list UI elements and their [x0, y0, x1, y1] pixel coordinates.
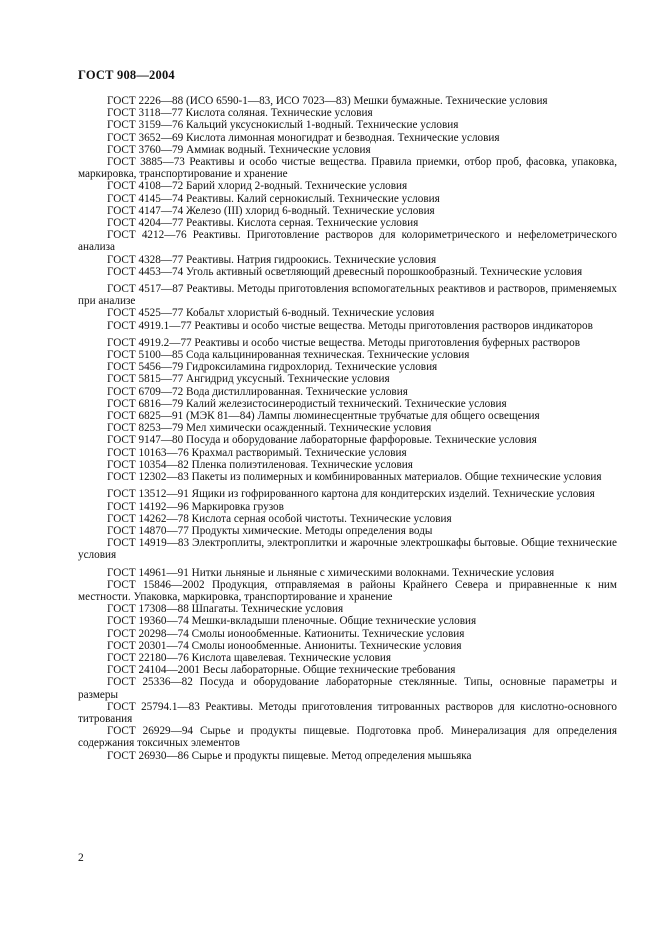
reference-entry: ГОСТ 5100—85 Сода кальцинированная техническая. Технические условия	[107, 349, 470, 362]
page-number: 2	[78, 852, 84, 864]
reference-entry: ГОСТ 3118—77 Кислота соляная. Технические условия	[107, 107, 373, 120]
reference-entry: ГОСТ 5815—77 Ангидрид уксусный. Технические условия	[107, 373, 390, 386]
reference-entry: ГОСТ 6709—72 Вода дистиллированная. Технические условия	[107, 385, 408, 398]
reference-entry: ГОСТ 3159—76 Кальций уксуснокислый 1-водный. Технические условия	[107, 119, 459, 132]
reference-entry: ГОСТ 26930—86 Сырье и продукты пищевые. Метод определения мышьяка	[107, 749, 472, 762]
reference-entry: ГОСТ 12302—83 Пакеты из полимерных и комбинированных материалов. Общие технические условия	[107, 471, 602, 484]
reference-entry: ГОСТ 13512—91 Ящики из гофрированного картона для кондитерских изделий. Технические условия	[107, 488, 595, 501]
reference-entry: ГОСТ 4517—87 Реактивы. Методы приготовления вспомогательных реактивов и растворов, применяемых при анализе	[78, 283, 617, 308]
reference-entry: ГОСТ 6816—79 Калий железистосинеродистый технический. Технические условия	[107, 397, 507, 410]
reference-entry: ГОСТ 5456—79 Гидроксиламина гидрохлорид. Технические условия	[107, 361, 438, 374]
reference-entry: ГОСТ 25794.1—83 Реактивы. Методы приготовления титрованных растворов для кислотно-основного титрования	[78, 700, 617, 725]
reference-entry: ГОСТ 3652—69 Кислота лимонная моногидрат и безводная. Технические условия	[107, 131, 500, 144]
reference-entry: ГОСТ 26929—94 Сырье и продукты пищевые. Подготовка проб. Минерализация для определения содержания токсичных элементов	[78, 725, 617, 750]
reference-entry: ГОСТ 10354—82 Пленка полиэтиленовая. Технические условия	[107, 458, 413, 471]
reference-entry: ГОСТ 24104—2001 Весы лабораторные. Общие технические требования	[107, 664, 456, 677]
reference-entry: ГОСТ 10163—76 Крахмал растворимый. Технические условия	[107, 446, 407, 459]
reference-entry: ГОСТ 9147—80 Посуда и оборудование лабораторные фарфоровые. Технические условия	[107, 434, 537, 447]
reference-entry: ГОСТ 4145—74 Реактивы. Калий сернокислый. Технические условия	[107, 192, 440, 205]
reference-entry: ГОСТ 25336—82 Посуда и оборудование лабораторные стеклянные. Типы, основные параметры и размеры	[78, 676, 617, 701]
reference-entry: ГОСТ 14870—77 Продукты химические. Методы определения воды	[107, 524, 433, 537]
reference-entry: ГОСТ 4453—74 Уголь активный осветляющий древесный порошкообразный. Технические условия	[107, 265, 583, 278]
reference-entry: ГОСТ 17308—88 Шпагаты. Технические условия	[107, 603, 344, 616]
reference-entry: ГОСТ 2226—88 (ИСО 6590-1—83, ИСО 7023—83) Мешки бумажные. Технические условия	[107, 95, 548, 107]
reference-entry: ГОСТ 20298—74 Смолы ионообменные. Катиониты. Технические условия	[107, 627, 465, 640]
reference-entry: ГОСТ 4919.2—77 Реактивы и особо чистые вещества. Методы приготовления буферных растворов	[107, 336, 580, 349]
reference-entry: ГОСТ 14262—78 Кислота серная особой чистоты. Технические условия	[107, 512, 452, 525]
reference-entry: ГОСТ 4525—77 Кобальт хлористый 6-водный. Технические условия	[107, 307, 435, 320]
reference-entry: ГОСТ 4328—77 Реактивы. Натрия гидроокись. Технические условия	[107, 253, 437, 266]
reference-entry: ГОСТ 14919—83 Электроплиты, электроплитки и жарочные электрошкафы бытовые. Общие технические условия	[78, 537, 617, 562]
reference-entry: ГОСТ 3885—73 Реактивы и особо чистые вещества. Правила приемки, отбор проб, фасовка, упаковка, маркировка, транспортирование и хранение	[78, 156, 617, 181]
reference-entry: ГОСТ 20301—74 Смолы ионообменные. Аниониты. Технические условия	[107, 639, 462, 652]
reference-entry: ГОСТ 4147—74 Железо (III) хлорид 6-водный. Технические условия	[107, 204, 435, 217]
document-header: ГОСТ 908—2004	[78, 68, 175, 82]
reference-entry: ГОСТ 4108—72 Барий хлорид 2-водный. Технические условия	[107, 180, 408, 193]
reference-entry: ГОСТ 22180—76 Кислота щавелевая. Технические условия	[107, 651, 391, 664]
reference-entry: ГОСТ 14961—91 Нитки льняные и льняные с химическими волокнами. Технические условия	[107, 566, 555, 579]
reference-entry: ГОСТ 4212—76 Реактивы. Приготовление растворов для колориметрического и нефелометрического анализа	[78, 229, 617, 254]
reference-entry: ГОСТ 4919.1—77 Реактивы и особо чистые вещества. Методы приготовления растворов индикаторов	[107, 319, 593, 332]
reference-entry: ГОСТ 15846—2002 Продукция, отправляемая в районы Крайнего Севера и приравненные к ним местности. Упаковка, маркировка, транспортирование и хранение	[78, 578, 617, 603]
reference-entry: ГОСТ 8253—79 Мел химически осажденный. Технические условия	[107, 422, 432, 435]
reference-entry: ГОСТ 4204—77 Реактивы. Кислота серная. Технические условия	[107, 217, 419, 230]
reference-entry: ГОСТ 19360—74 Мешки-вкладыши пленочные. Общие технические условия	[107, 615, 477, 628]
reference-entry: ГОСТ 6825—91 (МЭК 81—84) Лампы люминесцентные трубчатые для общего освещения	[107, 410, 540, 423]
reference-entry: ГОСТ 3760—79 Аммиак водный. Технические условия	[107, 143, 371, 156]
reference-entry: ГОСТ 14192—96 Маркировка грузов	[107, 500, 284, 513]
references-list	[78, 95, 617, 762]
